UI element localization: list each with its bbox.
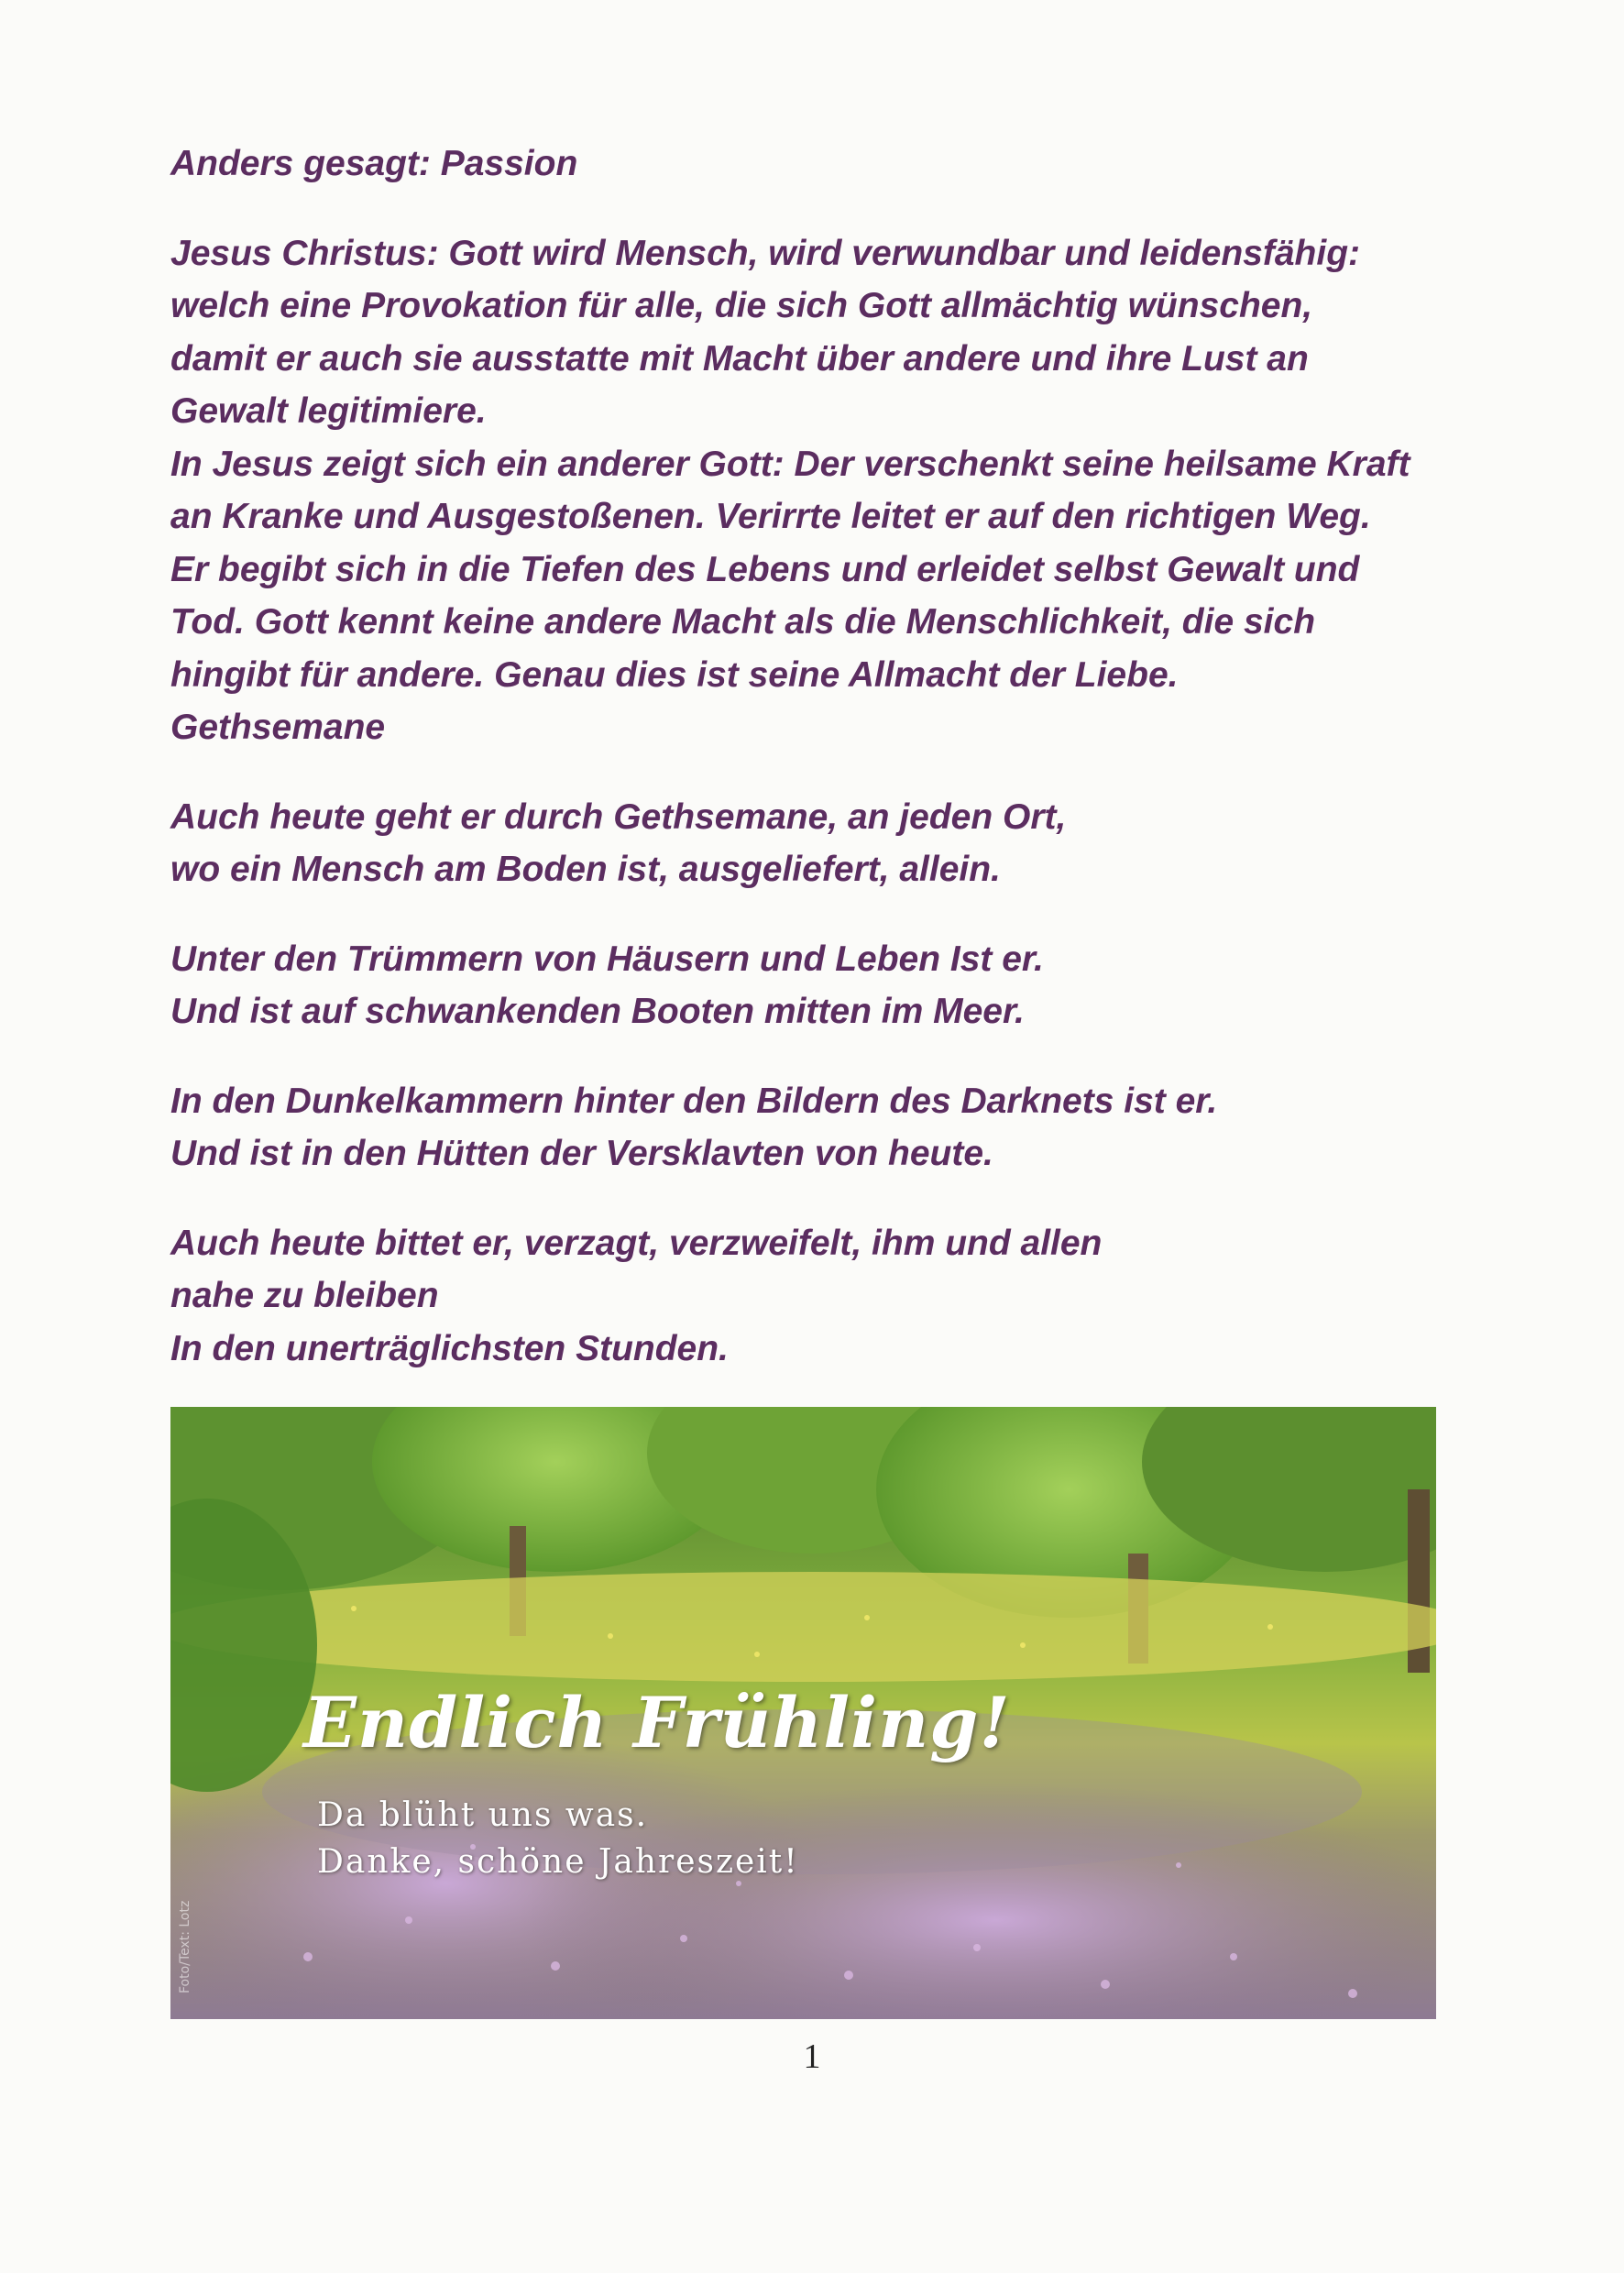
- text-line: Und ist auf schwankenden Booten mitten im Meer.: [170, 992, 1025, 1031]
- photo-credit: Foto/Text: Lotz: [178, 1900, 192, 1993]
- stanza-5: [170, 1217, 1472, 1376]
- photo-title: Endlich Frühling!: [303, 1682, 1011, 1763]
- text-line: Auch heute bittet er, verzagt, verzweifelt, ihm und allen: [170, 1223, 1103, 1263]
- text-line: welch eine Provokation für alle, die sich Gott allmächtig wünschen,: [170, 286, 1313, 325]
- stanza-1: [170, 227, 1472, 754]
- text-line: damit er auch sie ausstatte mit Macht über andere und ihre Lust an: [170, 338, 1309, 379]
- page-number: 1: [803, 2037, 821, 2076]
- text-line: wo ein Mensch am Boden ist, ausgeliefert, allein.: [170, 850, 1001, 889]
- text-line: In den unerträglichsten Stunden.: [170, 1328, 729, 1368]
- text-line: Auch heute geht er durch Gethsemane, an jeden Ort,: [170, 796, 1067, 837]
- text-line: an Kranke und Ausgestoßenen. Verirrte leitet er auf den richtigen Weg.: [170, 497, 1371, 536]
- text-line: In den Dunkelkammern hinter den Bildern des Darknets ist er.: [170, 1081, 1218, 1121]
- text-line: Und ist in den Hütten der Versklavten von heute.: [170, 1134, 993, 1173]
- heading-line: Anders gesagt: Passion: [170, 144, 578, 183]
- text-line: nahe zu bleiben: [170, 1276, 439, 1315]
- stanza-2: [170, 791, 1472, 896]
- poem-text: [170, 137, 1472, 1375]
- spring-meadow-photo: [170, 1407, 1436, 2019]
- text-line: Tod. Gott kennt keine andere Macht als die Menschlichkeit, die sich: [170, 602, 1316, 642]
- photo-subtitle-2: Danke, schöne Jahreszeit!: [317, 1843, 799, 1881]
- text-line: Er begibt sich in die Tiefen des Lebens und erleidet selbst Gewalt und: [170, 549, 1360, 589]
- text-line: Unter den Trümmern von Häusern und Leben Ist er.: [170, 939, 1044, 979]
- text-line: hingibt für andere. Genau dies ist seine Allmacht der Liebe.: [170, 654, 1179, 695]
- text-line: Jesus Christus: Gott wird Mensch, wird verwundbar und leidensfähig:: [170, 233, 1361, 273]
- text-line: Gethsemane: [170, 708, 386, 747]
- photo-subtitle-1: Da blüht uns was.: [317, 1796, 649, 1834]
- heading: [170, 137, 1472, 191]
- text-line: Gewalt legitimiere.: [170, 391, 487, 431]
- text-line: In Jesus zeigt sich ein anderer Gott: Der verschenkt seine heilsame Kraft: [170, 444, 1410, 484]
- stanza-4: [170, 1075, 1472, 1180]
- stanza-3: [170, 933, 1472, 1038]
